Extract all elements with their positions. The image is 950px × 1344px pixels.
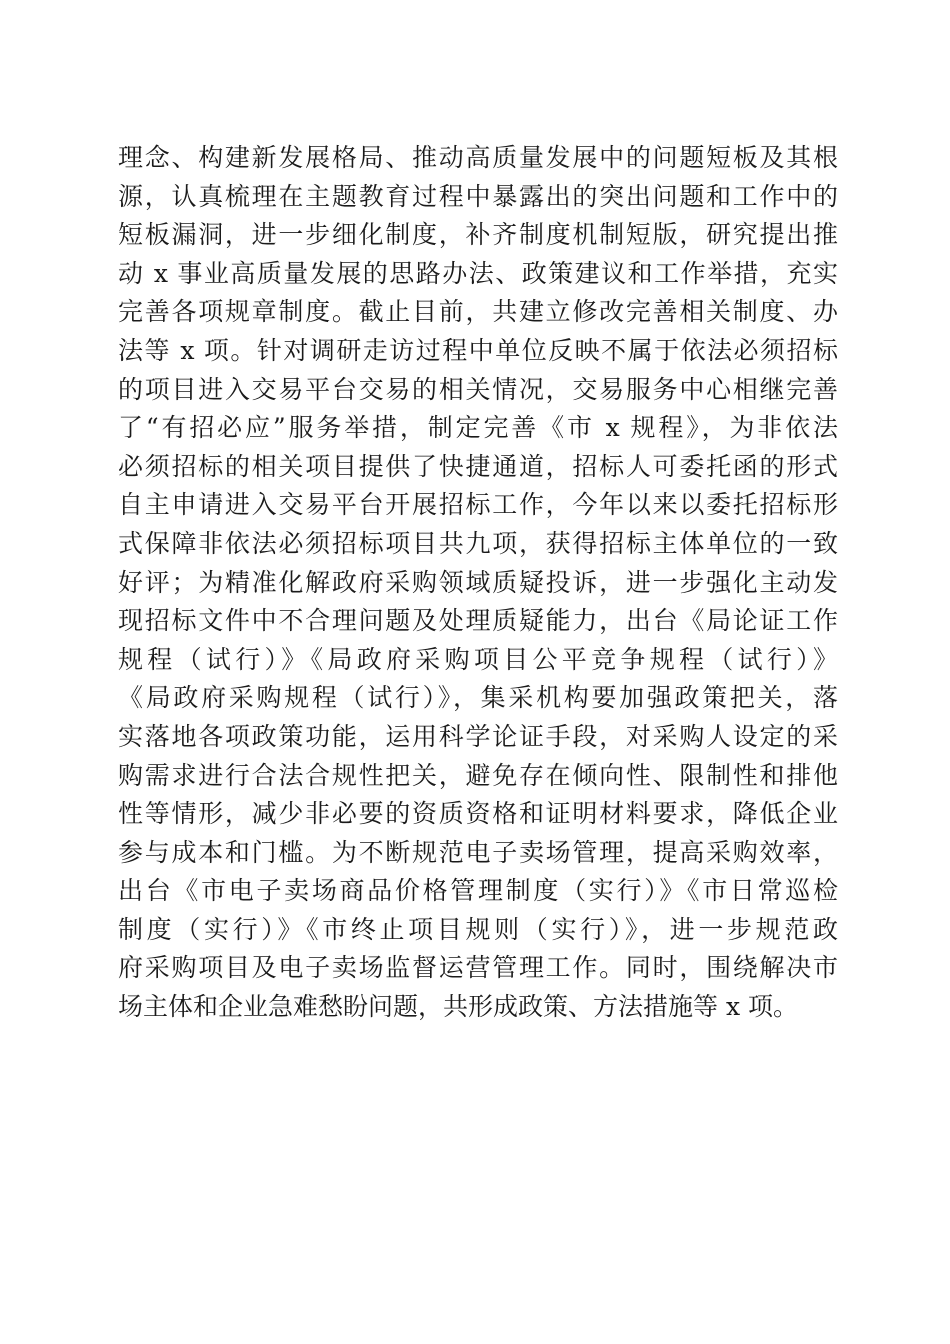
text-line: 短板漏洞，进一步细化制度，补齐制度机制短版，研究提出推 (118, 220, 838, 250)
text-line: 源，认真梳理在主题教育过程中暴露出的突出问题和工作中的 (118, 181, 838, 211)
text-line: 完善各项规章制度。截止目前，共建立修改完善相关制度、办 (118, 297, 838, 327)
text-line: 式保障非依法必须招标项目共九项，获得招标主体单位的一致 (118, 528, 838, 558)
text-line: 了“有招必应”服务举措，制定完善《市 x 规程》，为非依法 (118, 413, 838, 443)
text-line: 法等 x 项。针对调研走访过程中单位反映不属于依法必须招标 (118, 335, 838, 365)
text-line: 府采购项目及电子卖场监督运营管理工作。同时，围绕解决市 (118, 953, 838, 983)
text-line: 性等情形，减少非必要的资质资格和证明材料要求，降低企业 (118, 799, 838, 829)
text-line: 好评；为精准化解政府采购领域质疑投诉，进一步强化主动发 (118, 567, 838, 597)
text-line: 的项目进入交易平台交易的相关情况，交易服务中心相继完善 (118, 374, 838, 404)
text-line: 理念、构建新发展格局、推动高质量发展中的问题短板及其根 (118, 143, 838, 172)
text-line: 参与成本和门槛。为不断规范电子卖场管理，提高采购效率， (118, 837, 838, 867)
text-line: 实落地各项政策功能，运用科学论证手段，对采购人设定的采 (118, 721, 838, 751)
text-line: 必须招标的相关项目提供了快捷通道，招标人可委托函的形式 (118, 451, 838, 481)
text-line: 动 x 事业高质量发展的思路办法、政策建议和工作举措，充实 (118, 258, 838, 288)
text-line: 制度（实行）》《市终止项目规则（实行）》，进一步规范政 (118, 914, 838, 944)
text-line: 购需求进行合法合规性把关，避免存在倾向性、限制性和排他 (118, 760, 838, 790)
text-line: 《局政府采购规程（试行）》，集采机构要加强政策把关，落 (118, 683, 838, 713)
text-line: 规程（试行）》《局政府采购项目公平竞争规程（试行）》 (118, 644, 838, 674)
body-paragraph (118, 139, 838, 1027)
text-line: 场主体和企业急难愁盼问题，共形成政策、方法措施等 x 项。 (118, 992, 798, 1022)
text-line: 自主申请进入交易平台开展招标工作，今年以来以委托招标形 (118, 490, 838, 520)
text-line: 出台《市电子卖场商品价格管理制度（实行）》《市日常巡检 (118, 876, 838, 906)
text-line: 现招标文件中不合理问题及处理质疑能力，出台《局论证工作 (118, 606, 838, 636)
